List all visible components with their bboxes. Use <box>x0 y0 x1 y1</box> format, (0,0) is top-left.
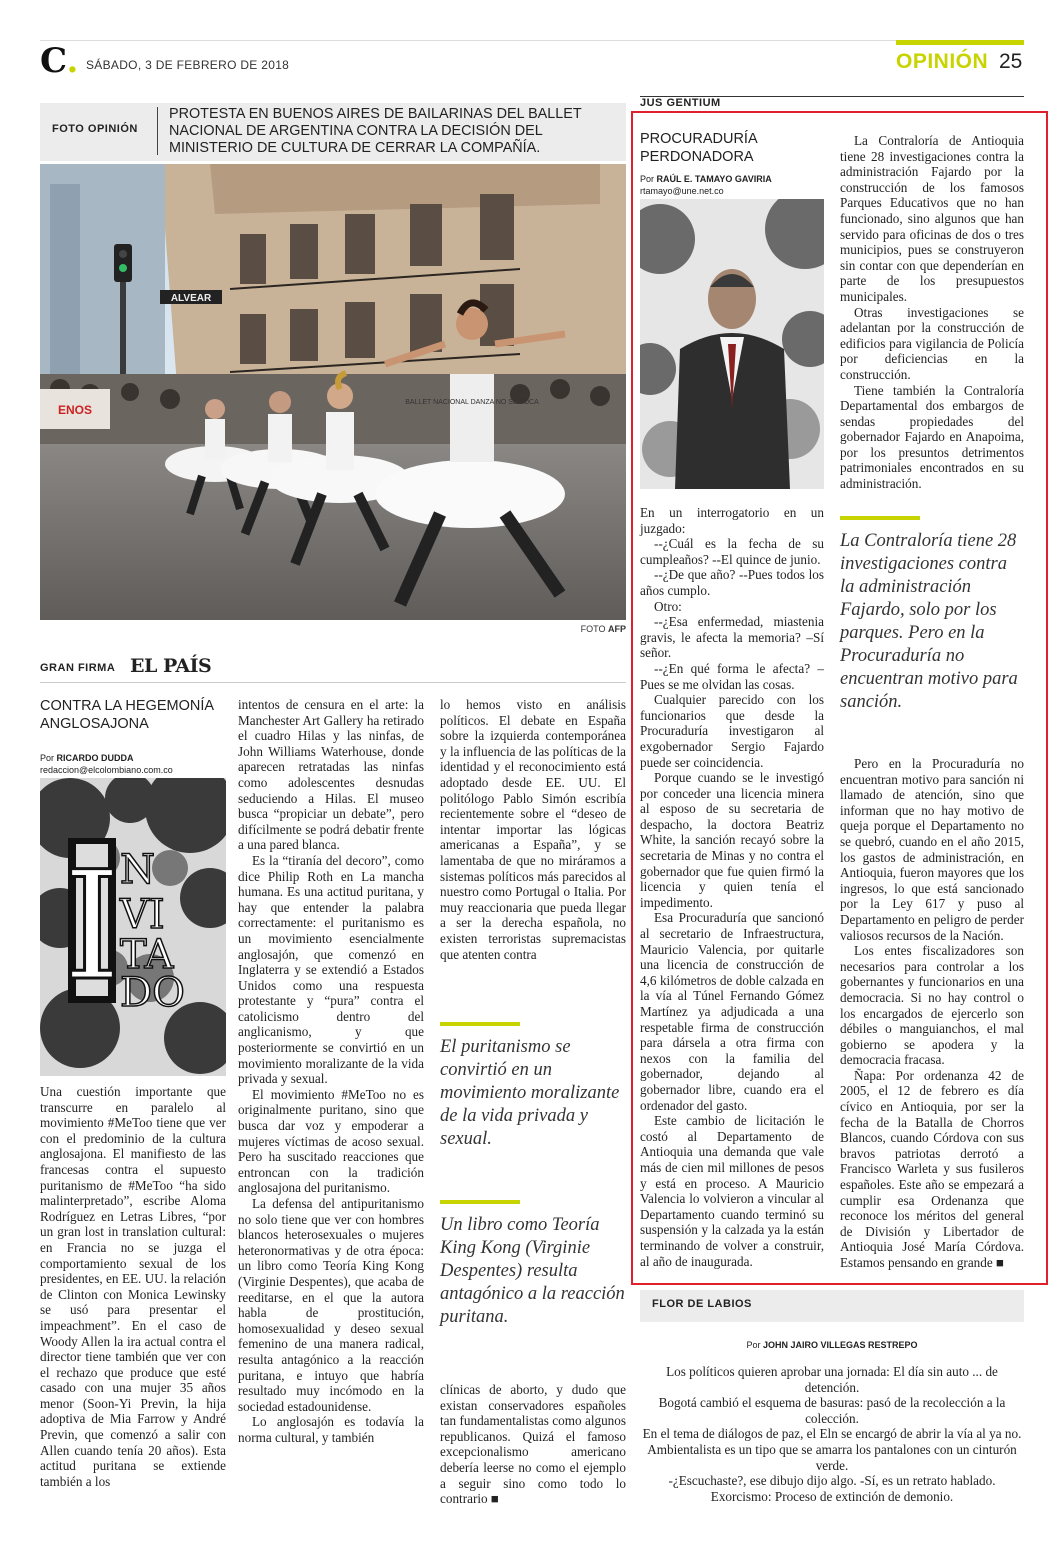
foto-opinion-divider <box>157 107 158 155</box>
author-portrait <box>640 199 824 489</box>
paragraph: Tiene también la Contraloría Departamental dos embargos de sendas propiedades del gobernador Fajardo en Anapoima, por los presuntos detrimentos patrimoniales encontrados en su administración. <box>840 382 1024 492</box>
paragraph: Esa Procuraduría que sancionó al secretario de Infraestructura, Mauricio Valencia, por quitarle una licencia de construcción de 4,6 kilómetros de doble calzada en la vía al Túnel Fernando Gómez Martínez ya adjudicada a una respetable firma de construcción para dársela a otra firma con nexos con la familia del gobernador, dejando al gobernador libre, cuando era el ordenador del gasto. <box>640 910 824 1113</box>
svg-text:ENOS: ENOS <box>57 403 93 417</box>
paragraph: Este cambio de licitación le costó al Departamento de Antioquia una demanda que vale más de cien mil millones de pesos y está en proceso. A Mauricio Valencia lo volvieron a vincular al Departamento cuando terminó su suspensión y la calzada ya la están terminando de volver a construir, al año de inaugurada. <box>640 1113 824 1269</box>
paragraph: --¿Esa enfermedad, miastenia gravis, le afecta la memoria? –Sí señor. <box>640 614 824 661</box>
paragraph: Los entes fiscalizadores son necesarios para controlar a los gobernantes y funcionarios en una democracia. Si no hay control o los encargados de ejercerlo son débiles o manguianchos, el mal gobierno se apodera y la democracia fracasa. <box>840 943 1024 1068</box>
joke-line: Los políticos quieren aprobar una jornada: El día sin auto ... de detención. <box>666 1364 998 1395</box>
shirt-text: BALLET NACIONAL DANZA NO SE TOCA <box>405 399 539 406</box>
protest-photo <box>40 164 626 620</box>
paragraph: Pero en la Procuraduría no encuentran motivo para sanción ni llamado de atención, sino que informan que no hay motivo de queja porque el Departamento no se quebró, cuando en el año 2015, los gastos de administración, en Antioquia, fueron mayores que los ingresos, lo que está sancionado por la Ley 617 y puso al Departamento en peligro de perder valiosos recursos de la Nación. <box>840 756 1024 943</box>
portrait-illustration <box>640 199 824 489</box>
article-byline: Por RICARDO DUDDA <box>40 753 134 763</box>
paragraph: --¿Cuál es la fecha de su cumpleaños? --El quince de junio. <box>640 536 824 567</box>
paragraph: Otras investigaciones se adelantan por la construcción de edificios para vigilancia de Policía por deficiencias en la construcción. <box>840 304 1024 382</box>
top-rule <box>40 40 1024 41</box>
invitado-letter-n: N <box>120 847 155 893</box>
paragraph: Una cuestión importante que transcurre en paralelo al movimiento #MeToo tiene que ver con el predominio de la cultura anglosajona. El manifiesto de las francesas contra el supuesto puritanismo de #MeToo “ha sido malinterpretado”, escribe Aloma Rodríguez en Letras Libres, “por un gran lost in translation cultural: en Francia no se juzga el comportamiento sexual de los presidentes, en EE. UU. la relación de Clinton con Monica Lewinsky se usó para presentar el impeachment”. En el caso de Woody Allen la ira actual contra el director tiene también que ver con el rechazo que produce que esté casado con una mujer 35 años menor (Soon-Yi Previn, la hija adoptiva de Mia Farrow y André Previn, que comenzó a salir con Allen cuando tenía 20 años). Esta actitud puritana se extiende también a los <box>40 1084 226 1489</box>
paragraph: Otro: <box>654 598 682 614</box>
article-email: redaccion@elcolombiano.com.co <box>40 765 173 775</box>
joke-line: En el tema de diálogos de paz, el Eln se encargó de abrir la vía al ya no. <box>642 1426 1022 1442</box>
joke-line: Exorcismo: Proceso de extinción de demonio. <box>710 1488 954 1504</box>
pull-quote-bar <box>840 516 920 520</box>
pull-quote-bar <box>440 1022 520 1026</box>
paragraph: La defensa del antipuritanismo no solo tiene que ver con hombres blancos heterosexuales o mujeres heteronormativas y de otra época: un libro como Teoría King Kong (Virginie Despentes), que acaba de reeditarse, en el que la autora habla de prostitución, homosexualidad y deseo sexual femenino de una manera radical, resulta antagónico a la reacción puritana, e intuyo que habría resultado muy incómodo en la sociedad estadounidense. <box>238 1196 424 1414</box>
photo-credit: FOTO AFP <box>580 624 626 634</box>
paragraph: clínicas de aborto, y dudo que existan conservadores españoles tan fundamentalistas como algunos republicanos. Quizá el famoso excepcionalismo americano debería leerse no como el ejemplo a seguir sino como todo lo contrario ■ <box>440 1382 626 1507</box>
flor-de-labios-label: FLOR DE LABIOS <box>652 1298 752 1310</box>
pull-quote-2: Un libro como Teoría King Kong (Virginie Despentes) resulta antagónico a la reacción puritana. <box>440 1215 625 1327</box>
paragraph: En un interrogatorio en un juzgado: <box>640 505 824 536</box>
jus-gentium-col-2-top <box>840 133 1024 492</box>
invitado-letters-do: DO <box>120 970 185 1016</box>
flor-de-labios-body <box>640 1364 1024 1504</box>
issue-date: SÁBADO, 3 DE FEBRERO DE 2018 <box>86 58 290 72</box>
joke-line: -¿Escuchaste?, ese dibujo dijo algo. -Sí, es un retrato hablado. <box>668 1473 996 1489</box>
article-title: CONTRA LA HEGEMONÍA ANGLOSAJONA <box>40 698 214 732</box>
newspaper-logo: C. <box>40 41 79 81</box>
invitado-illustration <box>40 778 226 1076</box>
el-pais-logo: EL PAÍS <box>130 655 212 677</box>
joke-line: Ambientalista es un tipo que se amarra los pantalones con un cinturón verde. <box>647 1441 1017 1473</box>
paragraph: intentos de censura en el arte: la Manchester Art Gallery ha retirado el cuadro Hilas y las ninfas, de John Williams Waterhouse, donde aparecen retratadas las ninfas como adolescentes desnudas seduciendo a Hilas. El museo busca “propiciar un debate”, pero difícilmente se podrá debatir frente a una pared blanca. <box>238 697 424 853</box>
jus-gentium-col-2-bottom <box>840 756 1024 1271</box>
invitado-letter-i: I <box>62 840 122 1014</box>
flor-de-labios-byline: Por JOHN JAIRO VILLEGAS RESTREPO <box>746 1340 918 1350</box>
paragraph: --¿De que año? --Pues todos los años cumplo. <box>640 567 824 598</box>
gran-firma-col-2 <box>238 697 424 1446</box>
invitado-graphic <box>40 778 226 1076</box>
ballet-protest-illustration <box>40 164 626 620</box>
gran-firma-col-3-bottom <box>440 1382 626 1507</box>
foto-opinion-caption: PROTESTA EN BUENOS AIRES DE BAILARINAS DEL BALLET NACIONAL DE ARGENTINA CONTRA LA DECISIÓN DEL MINISTERIO DE CULTURA DE CERRAR LA COMPAÑÍA. <box>169 106 582 156</box>
paragraph: Ñapa: Por ordenanza 42 de 2005, el 12 de febrero es día cívico en Antioquia, por ser la fecha de la Batalla de Chorros Blancos, cuando Córdova con sus bravos patriotas derrotó a Francisco Warleta y sus fusileros españoles. Este año se empezará a cumplir esa Ordenanza que reconoce los méritos del general de División y Libertador de Antioquia José María Córdova. Estamos pensando en grande ■ <box>840 1067 1024 1270</box>
paragraph: --¿En qué forma le afecta? –Pues se me olvidan las cosas. <box>640 660 824 692</box>
joke-line: Bogotá cambió el esquema de basuras: pasó de la recolección a la colección. <box>658 1395 1006 1426</box>
street-sign-text: ALVEAR <box>170 293 212 304</box>
paragraph: Es la “tiranía del decoro”, como dice Philip Roth en La mancha humana. Es una actitud puritana, y hay que entender la palabra correctamente: el puritanismo es un movimiento esencialmente anglosajón, que comenzó en Inglaterra y se extendió a Estados Unidos como una respuesta protestante y “pura” contra el catolicismo dentro del anglicanismo, y que posteriormente se convirtió en un movimiento moralizante de la vida privada y sexual. <box>238 852 424 1087</box>
page-number: 25 <box>999 50 1023 73</box>
column-title: PROCURADURÍA PERDONADORA <box>640 131 757 165</box>
jus-gentium-pull-quote: La Contraloría tiene 28 investigaciones contra la administración Fajardo, solo por los parques. Pero en la Procuraduría no encuentran motivo para sanción. <box>840 531 1018 712</box>
paragraph: Porque cuando se le investigó por conceder una licencia minera al esposo de su secretaria de despacho, la doctora Beatriz White, la sanción recayó sobre la secretaria de Minas y no contra el gobernador que fue quien firmó la licencia y quien tenía el impedimento. <box>640 770 824 910</box>
pull-quote-1: El puritanismo se convirtió en un movimiento moralizante de la vida privada y sexual. <box>440 1037 620 1149</box>
column-email: rtamayo@une.net.co <box>640 186 724 196</box>
paragraph: Cualquier parecido con los funcionarios que desde la Procuraduría investigaron al exgobernador Sergio Fajardo puede ser coincidencia. <box>640 692 824 770</box>
invitado-letters-ta: TA <box>120 932 174 978</box>
column-byline: Por RAÚL E. TAMAYO GAVIRIA <box>640 174 772 184</box>
gran-firma-col-3-top <box>440 697 626 962</box>
gran-firma-rule <box>40 682 626 683</box>
jus-gentium-col-1 <box>640 505 824 1269</box>
paragraph: La Contraloría de Antioquia tiene 28 investigaciones contra la administración Fajardo por la construcción de los famosos Parques Educativos que no han funcionado, sino algunos que han servido para oficinas de dos o tres municipios, pues se construyeron sin contar con que dependerían en parte de los presupuestos municipales. <box>840 133 1024 304</box>
invitado-letters-vi: VI <box>120 892 165 938</box>
gran-firma-label: GRAN FIRMA <box>40 662 116 674</box>
pull-quote-bar <box>440 1200 520 1204</box>
section-name: OPINIÓN <box>896 50 989 73</box>
foto-opinion-label: FOTO OPINIÓN <box>52 123 138 135</box>
gran-firma-col-1 <box>40 1084 226 1489</box>
jus-gentium-label: JUS GENTIUM <box>640 97 721 109</box>
paragraph: Lo anglosajón es todavía la norma cultural, y también <box>238 1414 424 1445</box>
section-accent-bar <box>896 40 1024 45</box>
paragraph: lo hemos visto en análisis políticos. El debate en España sobre la izquierda contemporánea y la influencia de las políticas de la identidad y el reconocimiento está adoptado desde EE. UU. El politólogo Pablo Simón escribía recientemente sobre el “deseo de intentar importar las lógicas americanas a España”, y se lamentaba de que no miráramos a sistemas políticos más parecidos al nuestro como Portugal o Italia. Por muy reaccionaria que pueda llegar a ser la derecha española, no existen terroristas supremacistas que atenten contra <box>440 697 626 962</box>
paragraph: El movimiento #MeToo no es originalmente puritano, sino que busca dar voz y empoderar a mujeres víctimas de acoso sexual. Pero ha suscitado reacciones que entroncan con la tradición anglosajona del puritanismo. <box>238 1086 424 1196</box>
